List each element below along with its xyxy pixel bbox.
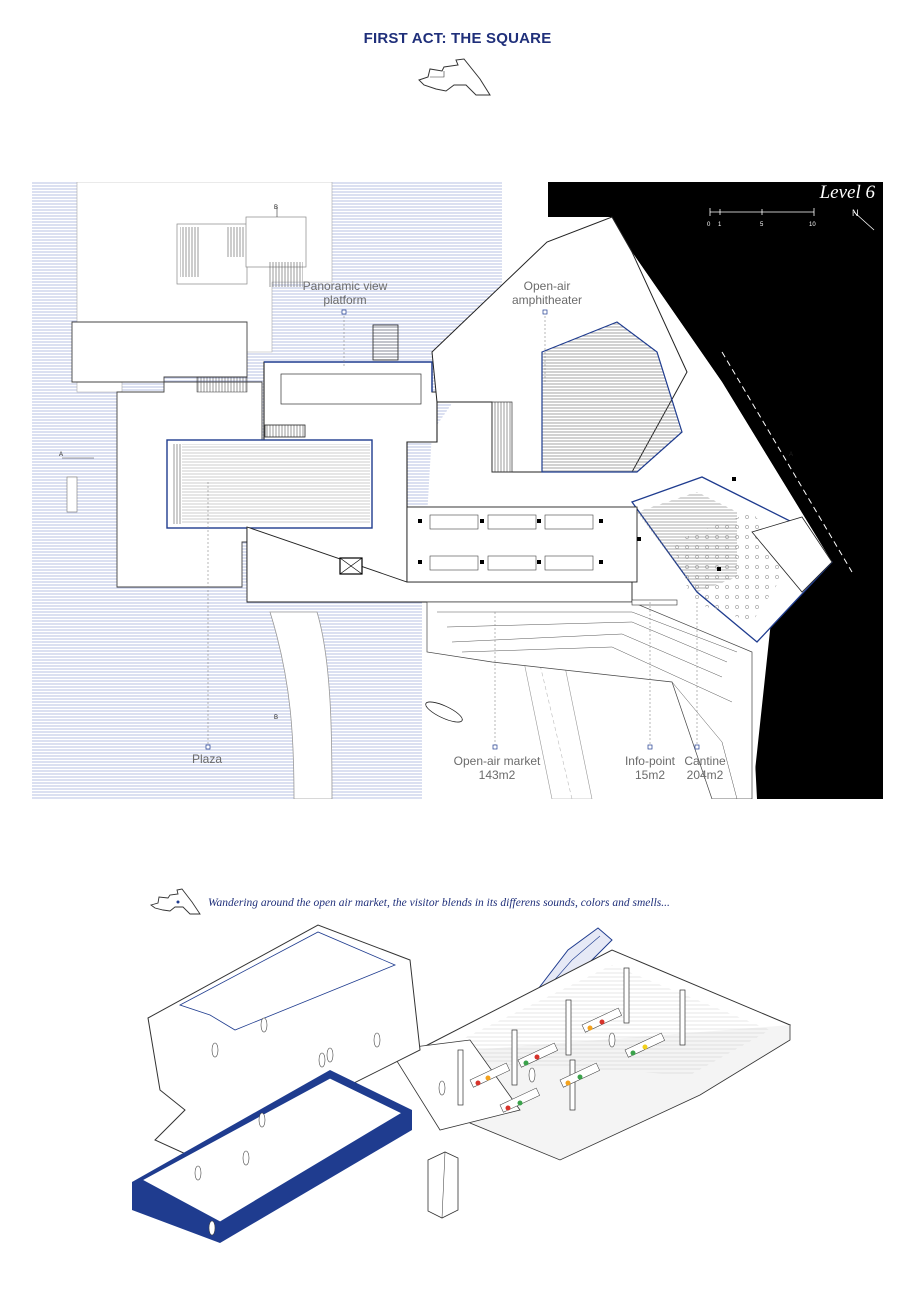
key-plan-small-icon bbox=[148, 887, 203, 917]
section-mark-b-bottom: B bbox=[274, 715, 279, 721]
section-mark-b-top: B bbox=[274, 205, 279, 211]
caption: Wandering around the open air market, the visitor blends in its differens sounds, colors and smells... bbox=[208, 897, 670, 909]
sheet-title: FIRST ACT: THE SQUARE bbox=[363, 30, 552, 47]
axonometric-view bbox=[0, 920, 915, 1294]
label-cantine: Cantine 204m2 bbox=[684, 754, 726, 782]
scale-tick-0: 0 bbox=[707, 222, 711, 228]
north-arrow: N bbox=[852, 208, 859, 218]
level-label: Level 6 bbox=[819, 182, 875, 203]
section-mark-a-right: A bbox=[789, 452, 794, 458]
level-6-floor-plan bbox=[32, 182, 883, 799]
label-info-point: Info-point 15m2 bbox=[624, 754, 676, 782]
scale-tick-1: 1 bbox=[718, 222, 722, 228]
label-panoramic-platform: Panoramic view platform bbox=[302, 279, 388, 307]
label-plaza: Plaza bbox=[191, 752, 223, 766]
label-amphitheater: Open-air amphitheater bbox=[511, 279, 583, 307]
key-plan-icon bbox=[414, 55, 494, 100]
label-open-air-market: Open-air market 143m2 bbox=[453, 754, 541, 782]
scale-tick-5: 5 bbox=[760, 222, 764, 228]
scale-tick-10: 10 bbox=[809, 222, 816, 228]
section-mark-a-left: A bbox=[59, 452, 64, 458]
